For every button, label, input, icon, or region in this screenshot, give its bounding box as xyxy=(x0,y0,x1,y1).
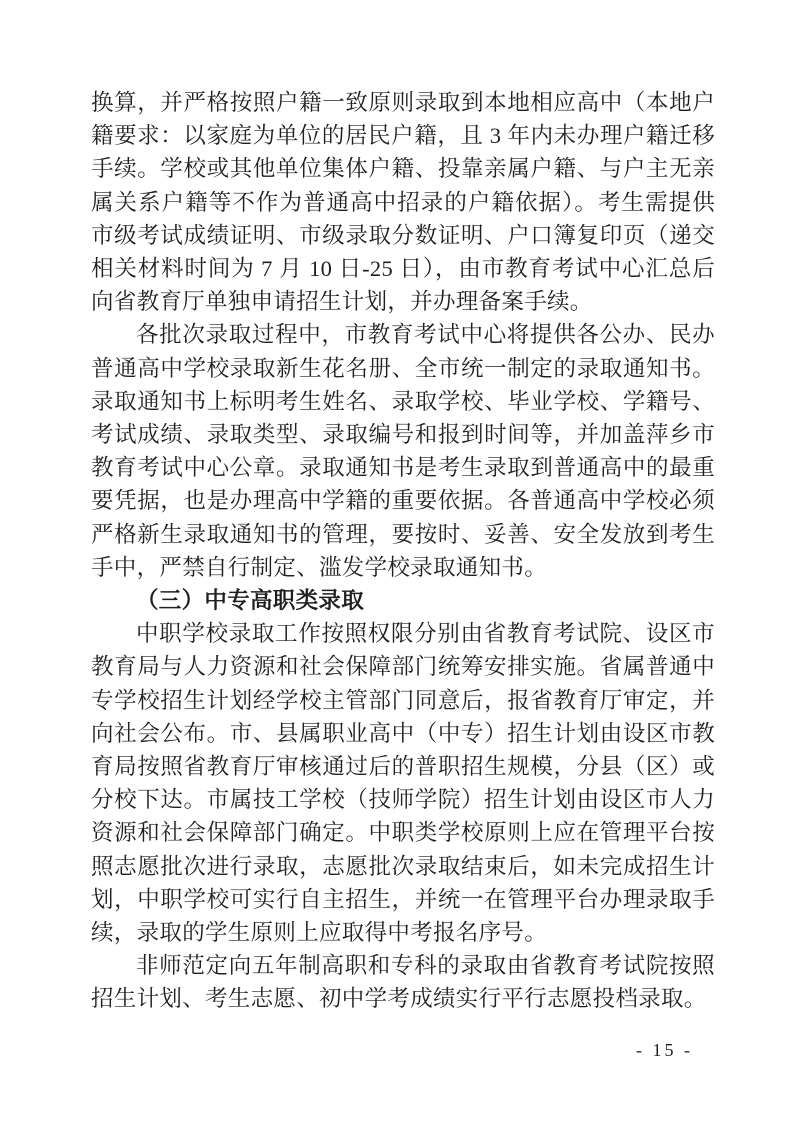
paragraph-household-registration-rules: 换算，并严格按照户籍一致原则录取到本地相应高中（本地户籍要求：以家庭为单位的居民户籍，且 3 年内未办理户籍迁移手续。学校或其他单位集体户籍、投靠亲属户籍、与户主无亲属关系户籍等不作为普通高中招录的户籍依据）。考生需提供市级考试成绩证明、市级录取分数证明、户口簿复印页（递交相关材料时间为 7 月 10 日-25 日），由市教育考试中心汇总后向省教育厅单独申请招生计划，并办理备案手续。 xyxy=(91,90,715,315)
paragraph-five-year-college-admission: 非师范定向五年制高职和专科的录取由省教育考试院按照招生计划、考生志愿、初中学考成绩实行平行志愿投档录取。 xyxy=(91,953,715,1012)
section-heading-vocational-admission: （三）中专高职类录取 xyxy=(136,588,365,614)
paragraph-admission-notice-management: 各批次录取过程中，市教育考试中心将提供各公办、民办普通高中学校录取新生花名册、全市统一制定的录取通知书。录取通知书上标明考生姓名、录取学校、毕业学校、学籍号、考试成绩、录取类型、录取编号和报到时间等，并加盖萍乡市教育考试中心公章。录取通知书是考生录取到普通高中的最重要凭据，也是办理高中学籍的重要依据。各普通高中学校必须严格新生录取通知书的管理，要按时、妥善、安全发放到考生手中，严禁自行制定、滥发学校录取通知书。 xyxy=(91,322,715,580)
page-number: - 15 - xyxy=(636,1040,693,1060)
paragraph-vocational-school-admission: 中职学校录取工作按照权限分别由省教育考试院、设区市教育局与人力资源和社会保障部门统筹安排实施。省属普通中专学校招生计划经学校主管部门同意后，报省教育厅审定，并向社会公布。市、县属职业高中（中专）招生计划由设区市教育局按照省教育厅审核通过后的普职招生规模，分县（区）或分校下达。市属技工学校（技师学院）招生计划由设区市人力资源和社会保障部门确定。中职类学校原则上应在管理平台按照志愿批次进行录取，志愿批次录取结束后，如未完成招生计划，中职学校可实行自主招生，并统一在管理平台办理录取手续，录取的学生原则上应取得中考报名序号。 xyxy=(91,621,715,946)
document-body xyxy=(91,86,715,1016)
